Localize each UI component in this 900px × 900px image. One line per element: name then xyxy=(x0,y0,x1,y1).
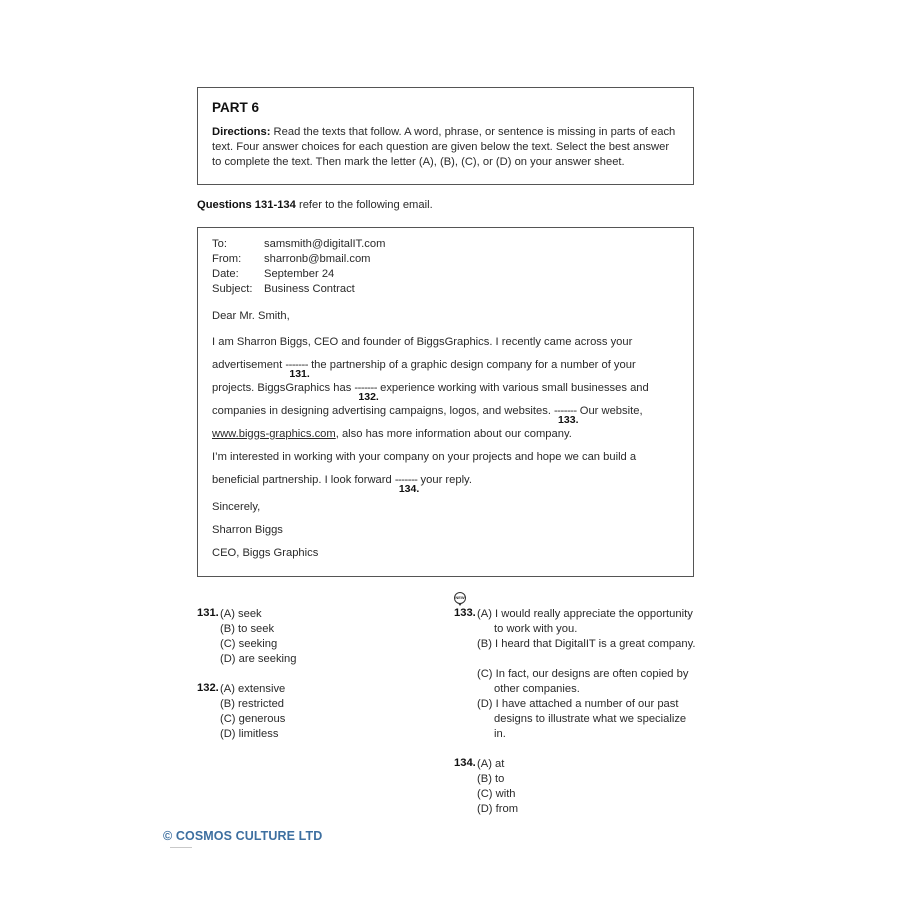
answer-option[interactable]: (D) are seeking xyxy=(220,653,297,665)
answer-option[interactable]: (C) with xyxy=(477,788,516,800)
answer-option[interactable]: (B) to xyxy=(477,773,505,785)
text-segment: experience working with various small businesses and xyxy=(377,382,649,394)
signature-title: CEO, Biggs Graphics xyxy=(212,547,319,559)
header-label: From: xyxy=(212,253,242,265)
directions-box xyxy=(197,87,694,185)
answer-option[interactable]: (A) extensive xyxy=(220,683,286,695)
email-closing: Sincerely, xyxy=(212,501,261,513)
new-badge-icon: NEW xyxy=(454,592,466,604)
questions-range: Questions 131-134 xyxy=(197,199,296,211)
blank-133 xyxy=(554,404,579,426)
questions-intro-rest: refer to the following email. xyxy=(295,199,433,211)
answer-option[interactable]: (B) to seek xyxy=(220,623,275,635)
blank-dashes: ------- xyxy=(394,474,418,486)
blank-number: 134. xyxy=(398,483,420,495)
answer-option[interactable]: (A) seek xyxy=(220,608,262,620)
blank-number: 131. xyxy=(289,368,310,380)
copyright-watermark: © COSMOS CULTURE LTD xyxy=(163,829,323,843)
header-label: To: xyxy=(212,238,227,250)
blank-number: 133. xyxy=(558,414,579,426)
text-segment: Our website, xyxy=(576,405,643,417)
answer-option[interactable]: (D) I have attached a number of our past designs to illustrate what we specialize in. xyxy=(477,698,687,740)
header-value: sharronb@bmail.com xyxy=(264,253,371,265)
text-segment: the partnership of a graphic design company for a number of your xyxy=(307,359,636,371)
email-headers xyxy=(212,237,679,297)
email-box xyxy=(197,227,694,577)
question-number: 134. xyxy=(454,757,476,769)
blank-dashes: ------- xyxy=(285,359,308,371)
text-line xyxy=(212,404,679,426)
answer-option[interactable]: (C) generous xyxy=(220,713,286,725)
questions-intro xyxy=(197,199,433,211)
header-label: Date: xyxy=(212,268,239,280)
divider xyxy=(170,847,192,848)
answer-option[interactable]: (A) I would really appreciate the opportunity to work with you. xyxy=(477,608,693,635)
answer-option[interactable]: (A) at xyxy=(477,758,505,770)
part-title: PART 6 xyxy=(212,100,260,115)
header-label: Subject: xyxy=(212,283,253,295)
website-link[interactable]: www.biggs-graphics.com xyxy=(212,428,336,440)
text-segment: projects. BiggsGraphics has xyxy=(212,382,355,394)
answer-option[interactable]: (C) In fact, our designs are often copied by other companies. xyxy=(477,668,689,695)
answer-option[interactable]: (D) limitless xyxy=(220,728,279,740)
text-line xyxy=(212,358,679,380)
blank-dashes: ------- xyxy=(354,382,377,394)
blank-131 xyxy=(285,358,310,380)
text-line xyxy=(212,473,679,495)
text-segment: , also has more information about our company. xyxy=(335,428,572,440)
email-header-to xyxy=(212,237,679,252)
text-segment: your reply. xyxy=(417,474,472,486)
blank-132 xyxy=(354,381,379,403)
blank-number: 132. xyxy=(358,391,379,403)
header-value: samsmith@digitalIT.com xyxy=(264,238,386,250)
blank-134 xyxy=(394,473,420,495)
email-greeting: Dear Mr. Smith, xyxy=(212,310,290,322)
text-line xyxy=(212,427,679,442)
answer-option[interactable]: (B) restricted xyxy=(220,698,285,710)
answer-option[interactable]: (D) from xyxy=(477,803,519,815)
text-segment: advertisement xyxy=(212,359,286,371)
answer-option[interactable]: (C) seeking xyxy=(220,638,278,650)
text-line: I’m interested in working with your company on your projects and hope we can build a xyxy=(212,451,637,463)
email-header-date xyxy=(212,267,679,282)
email-header-subject xyxy=(212,282,679,297)
text-segment: companies in designing advertising campaigns, logos, and websites. xyxy=(212,405,555,417)
question-number: 133. xyxy=(454,607,476,619)
header-value: Business Contract xyxy=(264,283,355,295)
text-segment: beneficial partnership. I look forward xyxy=(212,474,395,486)
question-number: 132. xyxy=(197,682,219,694)
question-number: 131. xyxy=(197,607,219,619)
blank-dashes: ------- xyxy=(554,405,577,417)
directions-body: Read the texts that follow. A word, phrase, or sentence is missing in parts of each text. Four answer choices for each question are given below the text. Select the best answer to complete the text. Then mark the letter (A), (B), (C), or (D) on your answer sheet. xyxy=(212,126,676,168)
email-header-from xyxy=(212,252,679,267)
text-line xyxy=(212,381,679,403)
directions-label: Directions: xyxy=(212,126,271,138)
directions-text xyxy=(212,125,679,170)
email-paragraph-1 xyxy=(212,335,679,442)
answer-option[interactable]: (B) I heard that DigitalIT is a great company. xyxy=(477,638,696,650)
signature-name: Sharron Biggs xyxy=(212,524,283,536)
text-line: I am Sharron Biggs, CEO and founder of BiggsGraphics. I recently came across your xyxy=(212,336,633,348)
email-paragraph-2 xyxy=(212,450,679,495)
header-value: September 24 xyxy=(264,268,335,280)
